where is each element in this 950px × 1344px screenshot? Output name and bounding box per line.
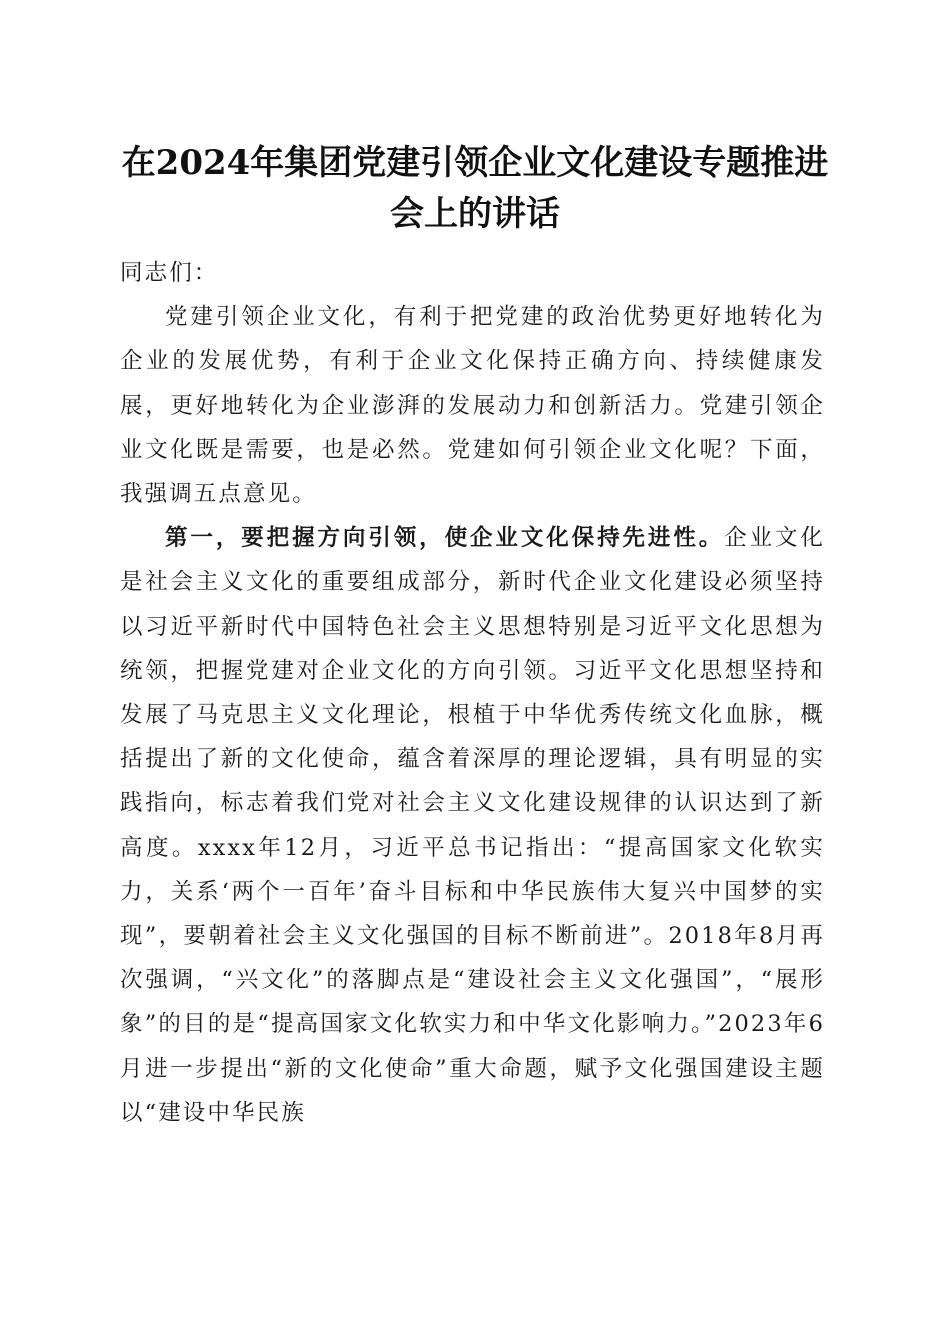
paragraph-intro: 党建引领企业文化，有利于把党建的政治优势更好地转化为企业的发展优势，有利于企业文化保持正确方向、持续健康发展，更好地转化为企业澎湃的发展动力和创新活力。党建引领企业文化既是需要，也是必然。党建如何引领企业文化呢？下面，我强调五点意见。 [120, 304, 825, 508]
paragraph-point-one [120, 516, 825, 1135]
point-one-body: 企业文化是社会主义文化的重要组成部分，新时代企业文化建设必须坚持以习近平新时代中国特色社会主义思想特别是习近平文化思想为统领，把握党建对企业文化的方向引领。习近平文化思想坚持和发展了马克思主义文化理论，根植于中华优秀传统文化血脉，概括提出了新的文化使命，蕴含着深厚的理论逻辑，具有明显的实践指向，标志着我们党对社会主义文化建设规律的认识达到了新高度。xxxx年12月，习近平总书记指出：“提高国家文化软实力，关系‘两个一百年’奋斗目标和中华民族伟大复兴中国梦的实现”，要朝着社会主义文化强国的目标不断前进”。2018年8月再次强调，“兴文化”的落脚点是“建设社会主义文化强国”，“展形象”的目的是“提高国家文化软实力和中华文化影响力。”2023年6月进一步提出“新的文化使命”重大命题，赋予文化强国建设主题以“建设中华民族 [120, 525, 826, 1126]
document-body [120, 251, 825, 1135]
salutation: 同志们： [120, 260, 219, 286]
document-title: 在2024年集团党建引领企业文化建设专题推进会上的讲话 [121, 143, 829, 234]
point-one-heading: 第一，要把握方向引领，使企业文化保持先进性。 [165, 525, 725, 552]
